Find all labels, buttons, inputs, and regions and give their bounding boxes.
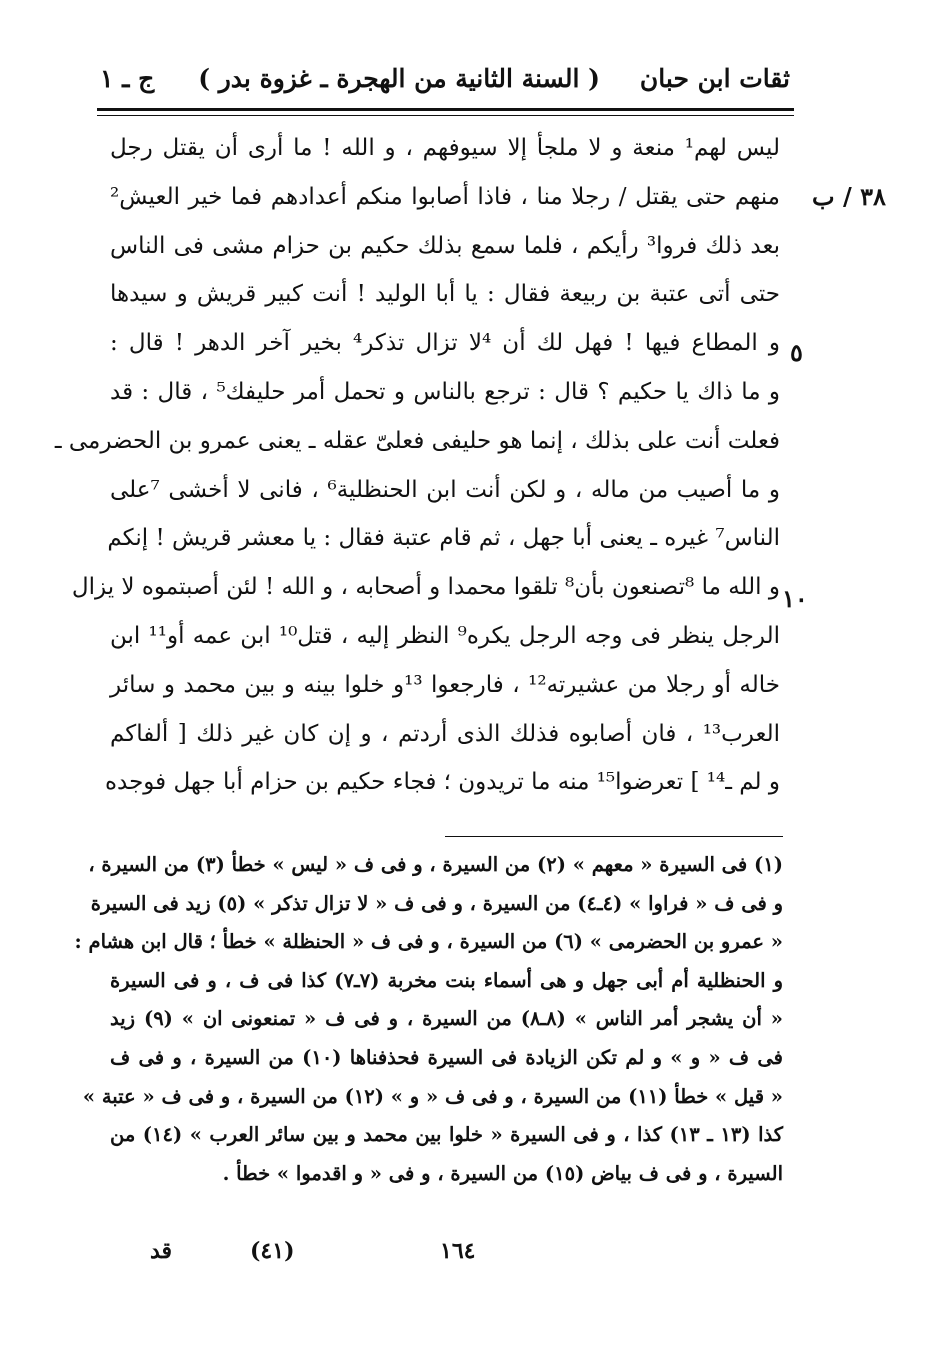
text-line: حتى أتى عتبة بن ربيعة فقال : يا أبا الوليد ! أنت كبير قريش و سيدها	[110, 281, 780, 308]
footnote-line: كذا (١٣ ـ ١٣) كذا ، و فى السيرة « خلوا بين محمد و بين سائر العرب » (١٤) من	[110, 1123, 784, 1147]
text-line: فعلت أنت على بذلك ، إنما هو حليفى فعلىّ عقله ـ يعنى عمرو بن الحضرمى ـ	[54, 427, 780, 454]
running-header	[100, 60, 790, 100]
header-rule-thin	[97, 115, 794, 116]
footnote-line: السيرة ، و فى ف بياض (١٥) من السيرة ، و فى « و اقدموا » خطأ .	[222, 1161, 783, 1185]
text-line: الرجل ينظر فى وجه الرجل يكره⁹ النظر إليه ، قتل¹⁰ ابن عمه أو¹¹ ابن	[110, 622, 780, 649]
header-rule-thick	[97, 108, 794, 111]
footnote-line: فى ف « و » و لم تكن الزيادة فى السيرة فحذفناها (١٠) من السيرة ، و فى ف	[110, 1045, 783, 1069]
page-number: ١٦٤	[440, 1238, 476, 1264]
text-line: و ما ذاك يا حكيم ؟ قال : ترجع بالناس و تحمل أمر حليفك⁵ ، قال : قد	[110, 378, 780, 405]
main-text	[54, 124, 781, 807]
text-line: منهم حتى يقتل / رجلا منا ، فاذا أصابوا منكم أعدادهم فما خير العيش²	[110, 183, 780, 210]
footnote-rule	[445, 836, 783, 837]
footnote-line: « عمرو بن الحضرمى » (٦) من السيرة ، و فى ف « الحنظلة » خطأ ؛ قال ابن هشام :	[74, 930, 783, 954]
text-line: خاله أو رجلا من عشيرته¹² ، فارجعوا ¹³و خلوا بينه و بين محمد و سائر	[110, 671, 780, 698]
footnotes	[74, 846, 784, 1193]
text-line: و لم ـ¹⁴ ] تعرضوا¹⁵ منه ما تريدون ؛ فجاء حكيم بن حزام أبا جهل فوجده	[104, 769, 780, 796]
line-number-5: ٥	[790, 338, 803, 367]
volume-number: ج ـ ١	[100, 64, 155, 93]
footnote-line: « أن يشجر أمر الناس » (٨ـ٨) من السيرة ، و فى ف « تمنعونى ان » (٩) زيد	[110, 1007, 783, 1031]
footnote-line: (١) فى السيرة « معهم » (٢) من السيرة ، و فى ف « ليس » خطأ (٣) من السيرة ،	[88, 853, 783, 876]
text-line: ليس لهم¹ منعة و لا ملجأ إلا سيوفهم ، و الله ! ما أرى أن يقتل رجل	[110, 135, 781, 161]
footnote-line: و الحنظلية أم أبى جهل و هى أسماء بنت مخربة (٧ـ٧) كذا فى ف ، و فى السيرة	[110, 968, 783, 992]
text-line: الناس⁷ غيره ـ يعنى أبا جهل ، ثم قام عتبة فقال : يا معشر قريش ! إنكم	[107, 525, 780, 552]
text-line: و الله ما ⁸تصنعون بأن⁸ تلقوا محمدا و أصحابه ، و الله ! لئن أصبتموه لا يزال	[71, 574, 780, 601]
line-number-10: ١٠	[782, 584, 808, 613]
catchword: قد	[150, 1238, 173, 1264]
signature-mark: (٤١)	[250, 1238, 295, 1264]
footnote-line: و فى ف « فراوا » (٤ـ٤) من السيرة ، و فى ف « لا تزال تذكر » (٥) زيد فى السيرة	[90, 891, 783, 915]
section-title: ( السنة الثانية من الهجرة ـ غزوة بدر )	[198, 64, 600, 93]
text-line: بعد ذلك فروا³ رأيكم ، فلما سمع بذلك حكيم بن حزام مشى فى الناس	[110, 232, 780, 259]
text-line: العرب¹³ ، فان أصابوه فذلك الذى أردتم ، و إن كان غير ذلك [ ألفاكم	[110, 720, 780, 747]
folio-marker: ٣٨ / ب	[812, 182, 886, 211]
book-title: ثقات ابن حبان	[639, 64, 790, 93]
footnote-line: « قيل » خطأ (١١) من السيرة ، و فى ف « و » (١٢) من السيرة ، و فى ف « عتبة »	[82, 1084, 783, 1108]
text-line: و ما أصيب من ماله ، و لكن أنت ابن الحنظلية⁶ ، فانى لا أخشى ⁷على	[110, 476, 780, 503]
page-footer	[150, 1238, 800, 1278]
text-line: و المطاع فيها ! فهل لك أن ⁴لا تزال تذكر⁴ بخير آخر الدهر ! قال :	[110, 330, 780, 357]
